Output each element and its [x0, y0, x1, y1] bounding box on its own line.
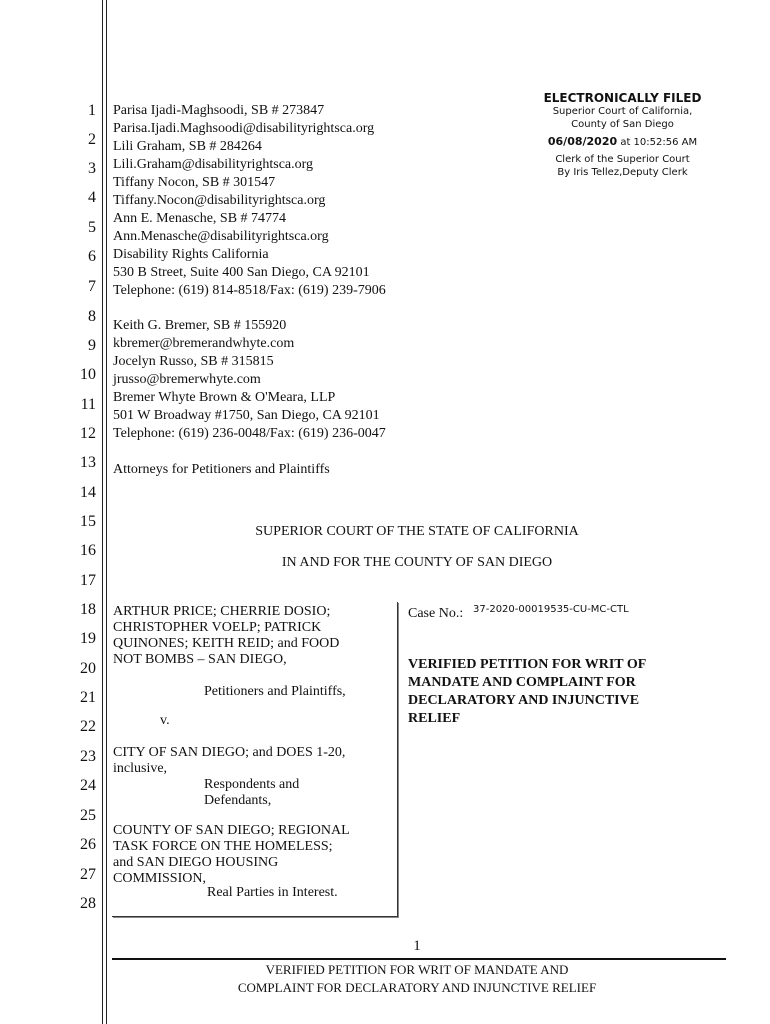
line-number: 2: [88, 131, 96, 148]
caption-petitioners-line: NOT BOMBS – SAN DIEGO,: [113, 652, 287, 667]
line-number: 11: [80, 396, 96, 413]
line-number: 14: [80, 484, 96, 501]
attorney-2-line: Keith G. Bremer, SB # 155920: [113, 318, 287, 333]
line-number: 12: [80, 425, 96, 442]
stamp-clerk-line1: Clerk of the Superior Court: [555, 154, 690, 165]
line-number: 16: [80, 542, 96, 559]
attorney-1-line: Lili.Graham@disabilityrightsca.org: [113, 157, 314, 172]
petitioners-role: Petitioners and Plaintiffs,: [204, 684, 346, 699]
caption-petitioners-line: ARTHUR PRICE; CHERRIE DOSIO;: [113, 604, 331, 619]
attorney-2-line: 501 W Broadway #1750, San Diego, CA 92101: [113, 408, 380, 423]
line-number: 28: [80, 895, 96, 912]
attorney-1-line: Ann E. Menasche, SB # 74774: [113, 211, 287, 226]
line-number: 10: [80, 366, 96, 383]
attorney-1-line: Telephone: (619) 814-8518/Fax: (619) 239-7906: [113, 283, 386, 298]
attorney-1-line: Parisa.Ijadi.Maghsoodi@disabilityrightsca.org: [113, 121, 375, 136]
doc-title-line: DECLARATORY AND INJUNCTIVE: [408, 693, 640, 708]
attorneys-for: Attorneys for Petitioners and Plaintiffs: [113, 462, 330, 477]
caption-petitioners-line: QUINONES; KEITH REID; and FOOD: [113, 636, 340, 651]
line-number: 17: [80, 572, 96, 589]
stamp-court-line1: Superior Court of California,: [552, 106, 693, 117]
court-title-1: SUPERIOR COURT OF THE STATE OF CALIFORNIA: [255, 524, 579, 539]
attorney-1-line: 530 B Street, Suite 400 San Diego, CA 92101: [113, 265, 370, 280]
attorney-2-line: jrusso@bremerwhyte.com: [113, 372, 261, 387]
caption-respondents-line: inclusive,: [113, 761, 168, 776]
line-number: 13: [80, 454, 96, 471]
attorney-2-line: Jocelyn Russo, SB # 315815: [113, 354, 274, 369]
line-number: 5: [88, 219, 96, 236]
caption-respondents-role-line: Respondents and: [204, 777, 300, 792]
caption-respondents-role-line: Defendants,: [204, 793, 272, 808]
margin-rule-right: [106, 0, 107, 1024]
caption-real-parties-line: and SAN DIEGO HOUSING: [113, 855, 279, 870]
line-number: 6: [88, 248, 96, 265]
line-number: 1: [88, 102, 96, 119]
line-number: 22: [80, 718, 96, 735]
stamp-clerk-line2: By Iris Tellez,Deputy Clerk: [557, 167, 688, 178]
court-title-2: IN AND FOR THE COUNTY OF SAN DIEGO: [281, 555, 553, 570]
attorney-2-line: Telephone: (619) 236-0048/Fax: (619) 236-0047: [113, 426, 386, 441]
line-number: 15: [80, 513, 96, 530]
filing-stamp: [535, 92, 710, 179]
stamp-datetime: [535, 135, 710, 149]
line-number: 26: [80, 836, 96, 853]
attorney-1-line: Ann.Menasche@disabilityrightsca.org: [113, 229, 329, 244]
line-number: 21: [80, 689, 96, 706]
footer-line-2: COMPLAINT FOR DECLARATORY AND INJUNCTIVE RELIEF: [237, 980, 597, 995]
attorney-1-line: Lili Graham, SB # 284264: [113, 139, 262, 154]
line-number: 9: [88, 337, 96, 354]
line-number: 7: [88, 278, 96, 295]
attorney-1-line: Disability Rights California: [113, 247, 269, 262]
real-parties-role: Real Parties in Interest.: [207, 885, 338, 900]
line-number: 3: [88, 160, 96, 177]
attorney-1-line: Tiffany.Nocon@disabilityrightsca.org: [113, 193, 326, 208]
line-number: 20: [80, 660, 96, 677]
footer-rule: [112, 958, 726, 960]
caption-real-parties-line: COMMISSION,: [113, 871, 206, 886]
line-number: 23: [80, 748, 96, 765]
attorney-1-line: Parisa Ijadi-Maghsoodi, SB # 273847: [113, 103, 325, 118]
stamp-heading: ELECTRONICALLY FILED: [543, 91, 702, 105]
caption-real-parties-line: COUNTY OF SAN DIEGO; REGIONAL: [113, 823, 350, 838]
line-number: 24: [80, 777, 96, 794]
caption-petitioners-line: CHRISTOPHER VOELP; PATRICK: [113, 620, 322, 635]
line-number: 27: [80, 866, 96, 883]
versus: v.: [160, 713, 170, 728]
line-number: 4: [88, 189, 96, 206]
page-number: 1: [413, 938, 421, 954]
caption-real-parties-line: TASK FORCE ON THE HOMELESS;: [113, 839, 333, 854]
case-no-value: 37-2020-00019535-CU-MC-CTL: [473, 604, 629, 615]
attorney-1-line: Tiffany Nocon, SB # 301547: [113, 175, 276, 190]
line-number: 19: [80, 630, 96, 647]
stamp-court-line2: County of San Diego: [571, 119, 674, 130]
line-number: 8: [88, 308, 96, 325]
line-number: 18: [80, 601, 96, 618]
stamp-date: 06/08/2020: [547, 135, 618, 148]
doc-title-line: MANDATE AND COMPLAINT FOR: [408, 675, 636, 690]
case-no-label: Case No.:: [408, 606, 464, 621]
attorney-2-line: Bremer Whyte Brown & O'Meara, LLP: [113, 390, 336, 405]
attorney-2-line: kbremer@bremerandwhyte.com: [113, 336, 295, 351]
doc-title-line: VERIFIED PETITION FOR WRIT OF: [408, 657, 647, 672]
margin-rule-left: [102, 0, 103, 1024]
line-number: 25: [80, 807, 96, 824]
stamp-time: at 10:52:56 AM: [620, 137, 698, 148]
caption-respondents-line: CITY OF SAN DIEGO; and DOES 1-20,: [113, 745, 346, 760]
footer-line-1: VERIFIED PETITION FOR WRIT OF MANDATE AND: [265, 962, 569, 977]
doc-title-line: RELIEF: [408, 711, 461, 726]
